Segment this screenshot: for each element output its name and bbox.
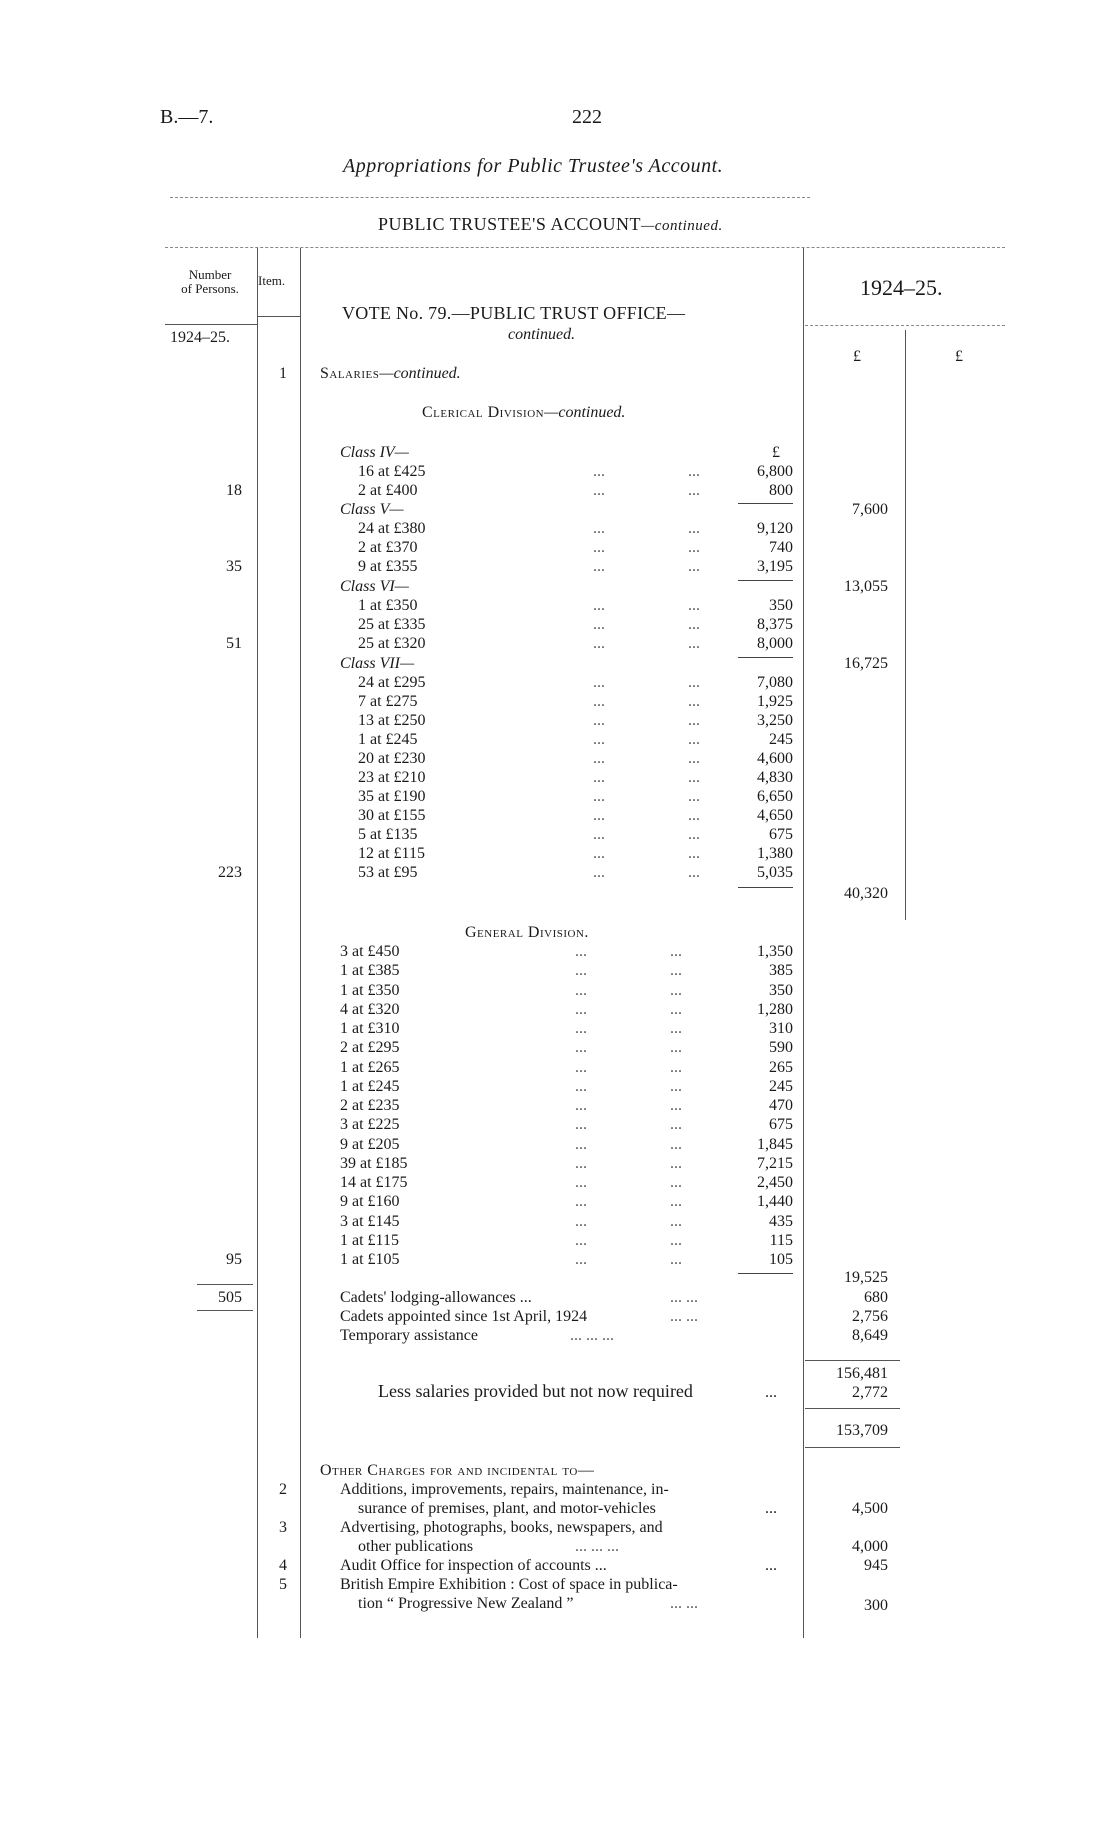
salaries-label: Salaries — [320, 365, 380, 382]
leader-dots: ... — [575, 962, 587, 980]
leader-dots: ... — [593, 616, 605, 633]
leader-dots: ... — [575, 1077, 587, 1095]
item-number-3: 3 — [279, 1519, 287, 1536]
table-row — [358, 519, 793, 538]
item-number-4: 4 — [279, 1557, 287, 1574]
persons-class-iv: 18 — [226, 482, 242, 499]
row-description: 24 at £380 — [358, 520, 426, 537]
leader-dots: ... — [688, 826, 700, 843]
persons-total-rule-top — [197, 1284, 253, 1285]
table-row — [358, 596, 793, 615]
row-amount: 4,830 — [757, 769, 793, 786]
leader-dots: ... — [688, 674, 700, 691]
row-description: 5 at £135 — [358, 826, 418, 843]
table-row — [340, 981, 793, 1000]
clerical-pound-sign: £ — [772, 444, 780, 461]
table-row — [358, 481, 793, 500]
table-row — [358, 863, 793, 882]
table-row — [340, 1154, 793, 1173]
other-charge-line: Advertising, photographs, books, newspapers, and — [340, 1519, 663, 1536]
row-description: 1 at £310 — [340, 1020, 400, 1037]
leader-dots: ... — [688, 788, 700, 805]
section-title-main: PUBLIC TRUSTEE'S ACCOUNT — [378, 214, 641, 234]
table-row — [358, 825, 793, 844]
table-row — [340, 1000, 793, 1019]
pound-sign-2: £ — [955, 348, 963, 365]
leader-dots: ... — [688, 807, 700, 824]
salaries-heading — [320, 364, 461, 383]
item-number-1: 1 — [279, 365, 287, 382]
persons-general: 95 — [226, 1251, 242, 1268]
leader-dots: ... — [688, 769, 700, 786]
other-charge-line: British Empire Exhibition : Cost of space in publica- — [340, 1576, 678, 1593]
row-description: Temporary assistance — [340, 1327, 478, 1344]
row-amount: 3,250 — [757, 712, 793, 729]
general-total: 19,525 — [844, 1269, 888, 1286]
item-header-rule — [258, 316, 300, 317]
year-header-rule — [805, 325, 1005, 326]
row-amount: 1,280 — [757, 1000, 793, 1018]
row-amount: 1,845 — [757, 1135, 793, 1153]
salaries-net-total: 153,709 — [836, 1422, 888, 1439]
leader-dots: ... — [575, 981, 587, 999]
table-row — [340, 1019, 793, 1038]
class-vii-total: 40,320 — [844, 885, 888, 902]
other-charge-line: tion “ Progressive New Zealand ” — [358, 1595, 574, 1612]
header-rule — [170, 197, 810, 198]
row-amount: 1,925 — [757, 693, 793, 710]
row-description: 23 at £210 — [358, 769, 426, 786]
table-row — [340, 1231, 793, 1250]
row-amount: 4,650 — [757, 807, 793, 824]
cadets-appointed-amount: 2,756 — [852, 1308, 888, 1325]
leader-dots: ... — [593, 712, 605, 729]
other-charge-line: Audit Office for inspection of accounts ... — [340, 1557, 607, 1574]
table-row — [358, 768, 793, 787]
less-salaries-label: Less salaries provided but not now required — [378, 1381, 693, 1401]
leader-dots: ... — [575, 1020, 587, 1037]
leader-dots: ... — [575, 1251, 587, 1268]
row-description: 12 at £115 — [358, 845, 425, 862]
leader-dots: ... — [593, 597, 605, 614]
leader-dots: ... — [670, 1193, 682, 1211]
leader-dots: ... — [593, 826, 605, 843]
row-amount: 675 — [769, 1116, 793, 1134]
leader-dots: ... — [575, 1097, 587, 1114]
leader-dots: ... ... — [670, 1308, 698, 1325]
row-amount: 105 — [769, 1251, 793, 1268]
leader-dots: ... — [575, 943, 587, 960]
row-description: 1 at £115 — [340, 1231, 399, 1249]
row-amount: 245 — [769, 731, 793, 748]
number-persons-label-2: of Persons. — [181, 281, 239, 296]
table-row — [358, 538, 793, 557]
leader-dots: ... — [670, 1212, 682, 1230]
row-description: 20 at £230 — [358, 750, 426, 767]
row-description: 30 at £155 — [358, 807, 426, 824]
table-row — [358, 634, 793, 653]
persons-total: 505 — [218, 1289, 242, 1306]
row-description: 24 at £295 — [358, 674, 426, 691]
leader-dots: ... — [575, 1212, 587, 1230]
leader-dots: ... — [670, 1154, 682, 1172]
leader-dots: ... — [575, 1193, 587, 1211]
leader-dots: ... — [575, 1154, 587, 1172]
table-row — [358, 844, 793, 863]
table-row — [340, 1212, 793, 1231]
row-description: 2 at £235 — [340, 1097, 400, 1114]
leader-dots: ... — [765, 1557, 777, 1574]
leader-dots: ... — [688, 635, 700, 652]
table-row — [358, 787, 793, 806]
table-row — [340, 1038, 793, 1057]
amount-column-rule — [803, 248, 804, 1638]
row-amount: 265 — [769, 1058, 793, 1076]
persons-total-rule-bottom — [197, 1310, 253, 1311]
leader-dots: ... — [765, 1384, 777, 1401]
row-amount: 6,650 — [757, 788, 793, 805]
row-amount: 1,350 — [757, 943, 793, 960]
leader-dots: ... — [765, 1500, 777, 1517]
subtotal-rule — [738, 503, 793, 504]
leader-dots: ... — [688, 750, 700, 767]
row-amount: 7,215 — [757, 1154, 793, 1172]
document-reference: B.—7. — [160, 106, 214, 128]
leader-dots: ... — [688, 845, 700, 862]
row-amount: 800 — [769, 482, 793, 499]
row-description: 4 at £320 — [340, 1000, 400, 1018]
leader-dots: ... — [593, 558, 605, 575]
table-row — [340, 1173, 793, 1192]
row-description: 25 at £335 — [358, 616, 426, 633]
leader-dots: ... — [593, 539, 605, 556]
running-title: Appropriations for Public Trustee's Account. — [343, 155, 724, 177]
row-amount: 1,440 — [757, 1193, 793, 1211]
row-amount: 435 — [769, 1212, 793, 1230]
class-v-label: Class V— — [340, 501, 404, 518]
row-description: 2 at £370 — [358, 539, 418, 556]
persons-class-v: 35 — [226, 558, 242, 575]
class-vi-label: Class VI— — [340, 578, 409, 595]
less-salaries-amount: 2,772 — [852, 1384, 888, 1401]
section-title-cont: —continued. — [640, 218, 723, 234]
row-description: 1 at £350 — [340, 981, 400, 999]
row-description: 1 at £350 — [358, 597, 418, 614]
row-description: 1 at £385 — [340, 962, 400, 980]
temporary-assistance-amount: 8,649 — [852, 1327, 888, 1344]
row-description: 25 at £320 — [358, 635, 426, 652]
table-top-rule — [165, 247, 1005, 248]
table-row — [340, 1192, 793, 1211]
class-iv-label: Class IV— — [340, 444, 409, 461]
row-amount: 470 — [769, 1097, 793, 1114]
leader-dots: ... — [593, 807, 605, 824]
table-row — [358, 730, 793, 749]
row-amount: 5,035 — [757, 864, 793, 881]
leader-dots: ... — [688, 520, 700, 537]
row-description: 53 at £95 — [358, 864, 418, 881]
row-description: 3 at £450 — [340, 943, 400, 960]
leader-dots: ... — [670, 1135, 682, 1153]
subtotal-rule — [738, 1273, 793, 1274]
table-row — [340, 1135, 793, 1154]
leader-dots: ... — [575, 1174, 587, 1191]
page-number: 222 — [572, 106, 602, 128]
leader-dots: ... — [688, 597, 700, 614]
class-iv-total: 7,600 — [852, 501, 888, 518]
item-number-5: 5 — [279, 1576, 287, 1593]
table-row — [358, 673, 793, 692]
row-amount: 9,120 — [757, 520, 793, 537]
leader-dots: ... — [593, 463, 605, 480]
clerical-division-label: Clerical Division — [422, 404, 545, 421]
row-description: 1 at £245 — [340, 1077, 400, 1095]
row-amount: 245 — [769, 1077, 793, 1095]
other-charge-line: surance of premises, plant, and motor-vehicles — [358, 1500, 656, 1517]
leader-dots: ... — [688, 558, 700, 575]
table-row — [358, 692, 793, 711]
leader-dots: ... — [593, 864, 605, 881]
cadets-lodging-amount: 680 — [864, 1289, 888, 1306]
row-amount: 350 — [769, 981, 793, 999]
leader-dots: ... — [670, 1116, 682, 1134]
leader-dots: ... — [575, 1116, 587, 1134]
row-amount: 8,375 — [757, 616, 793, 633]
row-description: 1 at £265 — [340, 1058, 400, 1076]
table-row — [358, 462, 793, 481]
table-row — [340, 1326, 793, 1345]
leader-dots: ... — [575, 1135, 587, 1153]
subtotal-rule — [805, 1360, 900, 1361]
leader-dots: ... — [575, 1000, 587, 1018]
other-charge-amount: 945 — [864, 1557, 888, 1574]
table-row — [340, 1250, 793, 1269]
leader-dots: ... — [688, 864, 700, 881]
item-number-2: 2 — [279, 1481, 287, 1498]
table-row — [358, 711, 793, 730]
table-row — [340, 1077, 793, 1096]
other-charge-amount: 4,000 — [852, 1538, 888, 1555]
table-row — [340, 1307, 793, 1326]
table-row — [340, 961, 793, 980]
leader-dots: ... — [593, 693, 605, 710]
class-vi-total: 16,725 — [844, 655, 888, 672]
leader-dots: ... — [670, 1097, 682, 1114]
leader-dots: ... — [670, 981, 682, 999]
leader-dots: ... — [670, 962, 682, 980]
row-description: Cadets appointed since 1st April, 1924 — [340, 1308, 588, 1325]
leader-dots: ... — [593, 520, 605, 537]
persons-class-vii: 223 — [218, 864, 242, 881]
section-title — [378, 214, 723, 235]
subtotal-rule — [738, 657, 793, 658]
leader-dots: ... — [670, 1020, 682, 1037]
leader-dots: ... — [670, 1058, 682, 1076]
leader-dots: ... — [593, 731, 605, 748]
leader-dots: ... — [688, 693, 700, 710]
vote-title: VOTE No. 79.—PUBLIC TRUST OFFICE— — [342, 303, 686, 323]
row-description: 35 at £190 — [358, 788, 426, 805]
item-column-rule — [300, 248, 301, 1638]
row-amount: 675 — [769, 826, 793, 843]
leader-dots: ... — [593, 635, 605, 652]
row-amount: 310 — [769, 1020, 793, 1037]
row-description: 7 at £275 — [358, 693, 418, 710]
row-description: 3 at £225 — [340, 1116, 400, 1134]
leader-dots: ... — [670, 1231, 682, 1249]
leader-dots: ... — [670, 1174, 682, 1191]
leader-dots: ... — [688, 712, 700, 729]
leader-dots: ... — [670, 1251, 682, 1268]
row-amount: 1,380 — [757, 845, 793, 862]
row-amount: 3,195 — [757, 558, 793, 575]
leader-dots: ... — [688, 463, 700, 480]
table-row — [340, 942, 793, 961]
table-row — [358, 749, 793, 768]
clerical-division-heading — [422, 403, 625, 422]
persons-column-rule — [257, 248, 258, 1638]
leader-dots: ... — [575, 1231, 587, 1249]
row-amount: 8,000 — [757, 635, 793, 652]
year-header: 1924–25. — [860, 275, 943, 300]
other-charge-line: other publications — [358, 1538, 474, 1555]
leader-dots: ... ... — [670, 1289, 698, 1306]
salaries-subtotal: 156,481 — [836, 1365, 888, 1382]
other-charges-heading: Other Charges for and incidental to— — [320, 1462, 595, 1479]
row-amount: 7,080 — [757, 674, 793, 691]
leader-dots: ... — [688, 731, 700, 748]
table-row — [358, 806, 793, 825]
table-row — [340, 1058, 793, 1077]
pound-sign-1: £ — [853, 348, 861, 365]
leader-dots: ... — [593, 845, 605, 862]
leader-dots: ... ... — [670, 1595, 698, 1612]
leader-dots: ... ... ... — [570, 1327, 614, 1344]
row-amount: 4,600 — [757, 750, 793, 767]
row-amount: 6,800 — [757, 463, 793, 480]
row-description: 2 at £295 — [340, 1039, 400, 1057]
class-vii-label: Class VII— — [340, 655, 415, 672]
table-row — [340, 1096, 793, 1115]
persons-class-vi: 51 — [226, 635, 242, 652]
row-amount: 385 — [769, 962, 793, 980]
row-description: 2 at £400 — [358, 482, 418, 499]
leader-dots: ... — [593, 788, 605, 805]
row-amount: 740 — [769, 539, 793, 556]
row-amount: 115 — [769, 1231, 793, 1249]
leader-dots: ... — [670, 1039, 682, 1057]
row-amount: 590 — [769, 1039, 793, 1057]
subtotal-rule — [738, 887, 793, 888]
general-division-heading: General Division. — [465, 924, 589, 941]
leader-dots: ... — [670, 943, 682, 960]
row-description: 9 at £160 — [340, 1193, 400, 1211]
row-amount: 350 — [769, 597, 793, 614]
persons-header-rule — [165, 324, 257, 325]
leader-dots: ... ... ... — [575, 1538, 619, 1555]
leader-dots: ... — [688, 482, 700, 499]
row-description: 3 at £145 — [340, 1212, 400, 1230]
row-description: Cadets' lodging-allowances ... — [340, 1289, 532, 1306]
number-persons-label-1: Number — [188, 267, 232, 282]
row-description: 13 at £250 — [358, 712, 426, 729]
row-description: 16 at £425 — [358, 463, 426, 480]
net-rule — [805, 1408, 900, 1409]
table-row — [340, 1115, 793, 1134]
net-rule-bottom — [805, 1447, 900, 1448]
row-description: 1 at £245 — [358, 731, 418, 748]
row-description: 1 at £105 — [340, 1251, 400, 1268]
leader-dots: ... — [593, 674, 605, 691]
subtotal-rule — [738, 580, 793, 581]
row-description: 9 at £205 — [340, 1135, 400, 1153]
other-charge-amount: 4,500 — [852, 1500, 888, 1517]
leader-dots: ... — [575, 1039, 587, 1057]
leader-dots: ... — [593, 769, 605, 786]
total-column-rule — [905, 330, 906, 920]
other-charge-amount: 300 — [864, 1597, 888, 1614]
leader-dots: ... — [670, 1077, 682, 1095]
table-row — [340, 1288, 793, 1307]
clerical-division-cont: —continued. — [544, 404, 626, 421]
row-description: 9 at £355 — [358, 558, 418, 575]
salaries-cont: —continued. — [379, 365, 461, 382]
leader-dots: ... — [688, 539, 700, 556]
table-row — [358, 557, 793, 576]
class-v-total: 13,055 — [844, 578, 888, 595]
persons-year: 1924–25. — [170, 329, 230, 346]
leader-dots: ... — [575, 1058, 587, 1076]
row-description: 39 at £185 — [340, 1154, 408, 1172]
other-charge-line: Additions, improvements, repairs, maintenance, in- — [340, 1481, 669, 1498]
leader-dots: ... — [670, 1000, 682, 1018]
leader-dots: ... — [593, 482, 605, 499]
table-row — [358, 615, 793, 634]
leader-dots: ... — [593, 750, 605, 767]
item-header: Item. — [258, 273, 286, 288]
row-description: 14 at £175 — [340, 1174, 408, 1191]
number-persons-header — [165, 268, 255, 296]
vote-title-cont: continued. — [508, 326, 576, 343]
leader-dots: ... — [688, 616, 700, 633]
row-amount: 2,450 — [757, 1174, 793, 1191]
